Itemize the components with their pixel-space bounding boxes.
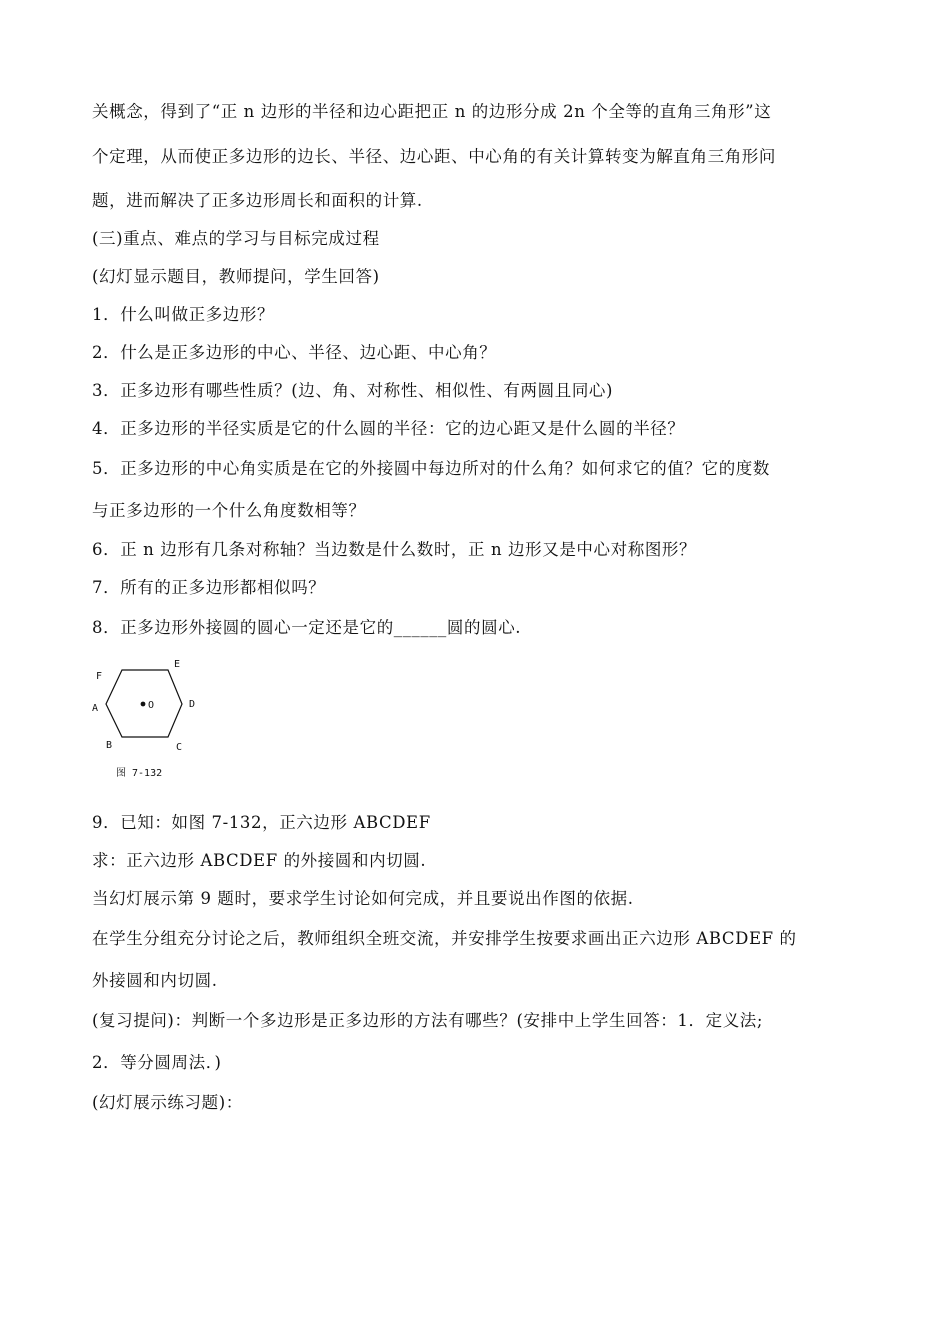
question-4: 4．正多边形的半径实质是它的什么圆的半径：它的边心距又是什么圆的半径？ [92, 419, 685, 438]
group-discussion-line-2: 外接圆和内切圆. [92, 971, 218, 990]
vertex-label-b: B [106, 740, 113, 751]
question-5: 5．正多边形的中心角实质是在它的外接圆中每边所对的什么角？如何求它的值？它的度数 [92, 459, 770, 478]
group-discussion-line-1: 在学生分组充分讨论之后，教师组织全班交流，并安排学生按要求画出正六边形 ABCDEF 的 [92, 929, 797, 948]
question-3: 3．正多边形有哪些性质？(边、角、对称性、相似性、有两圆且同心) [92, 381, 614, 400]
question-9-requirement: 求：正六边形 ABCDEF 的外接圆和内切圆. [92, 851, 427, 870]
review-question-line-1: (复习提问)：判断一个多边形是正多边形的方法有哪些？(安排中上学生回答：1．定义法; [92, 1011, 764, 1030]
vertex-label-a: A [92, 703, 99, 714]
review-question-line-2: 2．等分圆周法．) [92, 1053, 222, 1072]
hexagon-figure [88, 652, 208, 784]
discussion-instruction: 当幻灯展示第 9 题时，要求学生讨论如何完成，并且要说出作图的依据. [92, 889, 634, 908]
question-2: 2．什么是正多边形的中心、半径、边心距、中心角？ [92, 343, 497, 362]
question-9: 9．已知：如图 7-132，正六边形 ABCDEF [92, 813, 431, 832]
question-8: 8．正多边形外接圆的圆心一定还是它的______圆的圆心. [92, 618, 522, 637]
question-1: 1．什么叫做正多边形？ [92, 305, 275, 324]
vertex-label-e: E [174, 659, 181, 670]
slide-instruction: (幻灯显示题目，教师提问，学生回答) [92, 267, 380, 286]
vertex-label-c: C [176, 742, 183, 753]
paragraph-line-2: 个定理，从而使正多边形的边长、半径、边心距、中心角的有关计算转变为解直角三角形问 [92, 147, 776, 166]
exercise-slide-heading: (幻灯展示练习题)： [92, 1093, 243, 1112]
vertex-label-d: D [189, 699, 196, 710]
vertex-label-f: F [96, 671, 103, 682]
section-heading: (三)重点、难点的学习与目标完成过程 [92, 229, 380, 248]
paragraph-line-1: 关概念，得到了“正 n 边形的半径和边心距把正 n 的边形分成 2n 个全等的直角三角形”这 [92, 102, 772, 121]
figure-caption: 图 7-132 [116, 768, 163, 779]
paragraph-line-3: 题，进而解决了正多边形周长和面积的计算. [92, 191, 423, 210]
question-6: 6．正 n 边形有几条对称轴？当边数是什么数时，正 n 边形又是中心对称图形？ [92, 540, 697, 559]
center-point [141, 702, 146, 707]
question-7: 7．所有的正多边形都相似吗？ [92, 578, 326, 597]
question-5-continued: 与正多边形的一个什么角度数相等？ [92, 501, 366, 520]
center-label: O [148, 700, 155, 711]
